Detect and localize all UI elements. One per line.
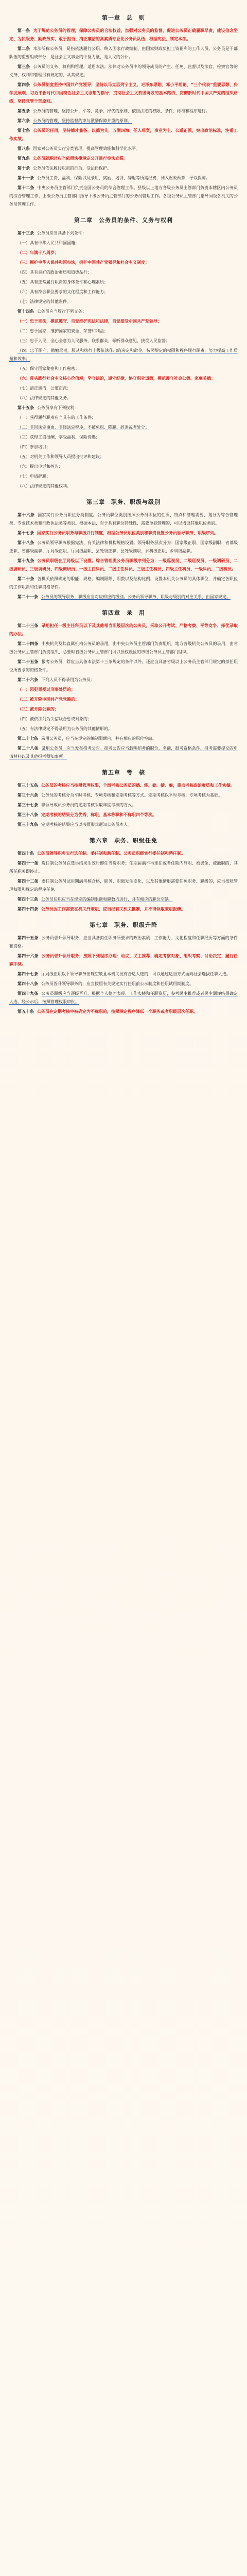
article xyxy=(9,539,238,555)
list-item: （八）法律规定的其他权利。 xyxy=(17,484,71,488)
article-number: 第二十一条 xyxy=(17,595,38,599)
article xyxy=(9,127,238,143)
law-text xyxy=(9,6,238,2576)
list-item: （五）具有正常履行职责的身体条件和心理素质； xyxy=(17,280,108,284)
chapter-title: 第四章 录 用 xyxy=(102,609,145,616)
article xyxy=(9,735,238,743)
article-text: 录用担任一级主任科员以下及其他相当职级层次的公务员，采取公开考试、严格考察、平等竞争、择优录取的办法。 xyxy=(9,623,238,636)
article-text: 公务员享有下列权利： xyxy=(37,405,78,410)
article-number: 第三十七条 xyxy=(17,803,38,807)
article-text: 公务员依法履行职责的行为，受法律保护。 xyxy=(33,166,111,171)
article xyxy=(9,801,238,809)
article xyxy=(9,791,238,800)
article xyxy=(9,934,238,951)
article-number: 第九条 xyxy=(17,156,30,161)
article xyxy=(9,970,238,978)
article-text: 录用公务员，应当在规定的编制限额内，并有相应的职位空缺。 xyxy=(41,736,156,741)
article-number: 第十六条 xyxy=(17,513,35,517)
article xyxy=(9,308,238,316)
article-text: 公务员的管理，坚持公开、平等、竞争、择优的原则，依照法定的权限、条件、标准和程序进行。 xyxy=(33,109,210,113)
article-text: 公务员领导职务根据宪法、有关法律和机构规格设置。领导职务层次分为：国家级正职、国家级副职、省部级正职、省部级副职、厅局级正职、厅局级副职、县处级正职、县处级副职、乡科级正职、乡科级副职。 xyxy=(9,540,238,553)
article xyxy=(9,744,238,761)
article-text: 公务员职级应当逐级晋升，根据个人德才表现、工作实绩和任职资历，参考民主推荐或者民主测评结果确定人选，经公示后，按照管理权限审批。 xyxy=(9,991,238,1004)
article xyxy=(9,27,238,43)
list-item: （二）被开除中国共产党党籍的； xyxy=(17,697,79,702)
article-number: 第四十一条 xyxy=(17,861,39,866)
article-number: 第四十三条 xyxy=(17,897,38,902)
article xyxy=(9,821,238,829)
article xyxy=(9,1008,238,1016)
article xyxy=(9,811,238,819)
article-text: 选任制公务员在选举结果生效时即任当选职务；任期届满不再连任或者任期内辞职、被罢免、被撤职的，其所任职务即终止。 xyxy=(9,861,238,874)
article xyxy=(9,622,238,638)
article-number: 第四十九条 xyxy=(17,991,39,996)
article-text: 委任制公务员试用期满考核合格，职务、职级发生变化，以及其他情形需要任免职务、职级的，应当按照管理权限和规定的程序任免。 xyxy=(9,879,238,892)
article-number: 第二十条 xyxy=(17,577,34,581)
article xyxy=(9,529,238,537)
article-number: 第二十六条 xyxy=(17,677,38,682)
article xyxy=(9,107,238,115)
article-number: 第二条 xyxy=(17,46,30,51)
article-text: 国家实行公务员职务与职级并行制度，根据公务员职位类别和职责设置公务员领导职务、职级序列。 xyxy=(37,531,218,535)
article-number: 第十九条 xyxy=(17,558,34,563)
article-number: 第二十四条 xyxy=(17,641,39,646)
list-item: （七）法律规定的其他条件。 xyxy=(17,299,71,304)
list-item: （二）年满十八周岁； xyxy=(17,250,59,255)
article-text: 公务员的考核分为平时考核、专项考核和定期考核等方式。定期考核以平时考核、专项考核为基础。 xyxy=(41,793,222,798)
article-number: 第七条 xyxy=(17,128,30,133)
article-number: 第十一条 xyxy=(17,176,34,180)
article-text: 录用公务员，应当发布招考公告。招考公告应当载明招考的职位、名额、报考资格条件、报考需要提交的申请材料以及其他报考须知事项。 xyxy=(9,746,238,759)
chapter-title: 第一章 总 则 xyxy=(102,14,145,21)
article xyxy=(9,877,238,894)
article xyxy=(9,640,238,656)
article-number: 第四十七条 xyxy=(17,972,38,976)
chapter-title: 第七章 职务、职级升降 xyxy=(90,922,157,928)
article-text: 中央机关及其直属机构公务员的录用，由中央公务员主管部门负责组织。地方各级机关公务员的录用，由省级公务员主管部门负责组织，必要时省级公务员主管部门可以授权设区的市级公务员主管部门组织。 xyxy=(9,641,238,654)
article-number: 第六条 xyxy=(17,118,30,123)
article xyxy=(9,658,238,674)
article-text: 中央公务员主管部门负责全国公务员的综合管理工作。县级以上地方各级公务员主管部门负责本辖区内公务员的综合管理工作。上级公务员主管部门指导下级公务员主管部门的公务员管理工作。各级公务员主管部门指导同级各机关的公务员管理工作。 xyxy=(9,185,238,207)
article xyxy=(9,45,238,61)
article-number: 第四十五条 xyxy=(17,936,39,940)
article-number: 第四十六条 xyxy=(17,954,39,958)
article-number: 第二十五条 xyxy=(17,659,39,664)
article-number: 第三十五条 xyxy=(17,783,38,788)
article xyxy=(9,676,238,684)
chapter-title: 第五章 考 核 xyxy=(102,769,145,776)
chapter-title: 第二章 公务员的条件、义务与权利 xyxy=(74,217,173,224)
article-text: 公务员职级在厅局级以下设置。综合管理类公务员职级序列分为：一级巡视员、二级巡视员、一级调研员、二级调研员、三级调研员、四级调研员、一级主任科员、二级主任科员、三级主任科员、四级主任科员、一级科员、二级科员。 xyxy=(9,558,238,571)
article xyxy=(9,404,238,412)
list-item: （五）对机关工作和领导人员提出批评和建议； xyxy=(17,454,104,459)
article-text: 公务员的考核应当按照管理权限，全面考核公务员的德、能、勤、绩、廉，重点考核政治素质和工作实绩。 xyxy=(41,783,235,788)
article-text: 公务员晋升领导职务的，应当按照有关规定实行任职前公示制度和任职试用期制度。 xyxy=(41,981,193,986)
article xyxy=(9,990,238,1006)
article xyxy=(9,155,238,163)
article-number: 第三十八条 xyxy=(17,812,38,817)
list-item: （一）具有中华人民共和国国籍； xyxy=(17,241,79,245)
article-number: 第一条 xyxy=(17,28,30,33)
article-text: 公务员的领导职务、职级应当对应相应的级别。公务员领导职务、职级与级别的对应关系，由国家规定。 xyxy=(41,595,231,599)
article-text: 公务员应当履行下列义务： xyxy=(37,309,86,314)
chapter-title: 第三章 职务、职级与级别 xyxy=(86,499,161,505)
list-item: （六）提出申诉和控告； xyxy=(17,464,63,469)
list-item: （三）忠于人民，全心全意为人民服务，联系群众，倾听群众意见，接受人民监督； xyxy=(17,338,170,343)
article-text: 为了规范公务员的管理，保障公务员的合法权益，加强对公务员的监督，促进公务员正确履职尽责，建设信念坚定、为民服务、勤政务实、敢于担当、清正廉洁的高素质专业化公务员队伍，根据宪法，制定本法。 xyxy=(9,28,238,41)
list-item: （六）具有符合职位要求的文化程度和工作能力； xyxy=(17,290,108,294)
article-number: 第五条 xyxy=(17,109,30,113)
article xyxy=(9,952,238,969)
article-text: 国家对公务员实行分类管理，提高管理效能和科学化水平。 xyxy=(33,146,140,151)
article xyxy=(9,164,238,173)
list-item: （四）忠于职守，勤勉尽责，服从和执行上级依法作出的决定和命令，按照规定的权限和程序履行职责，努力提高工作质量和效率； xyxy=(9,348,238,361)
article-number: 第三条 xyxy=(17,64,30,69)
article-number: 第四十二条 xyxy=(17,879,39,884)
article-number: 第五十条 xyxy=(17,1009,34,1014)
list-item: （三）被开除公职的； xyxy=(17,707,59,711)
list-item: （一）忠于宪法，模范遵守、自觉维护宪法和法律，自觉接受中国共产党领导； xyxy=(17,319,162,324)
article-number: 第十七条 xyxy=(17,531,34,535)
list-item: （七）申请辞职； xyxy=(17,474,50,479)
article xyxy=(9,859,238,876)
article-number: 第十四条 xyxy=(17,309,34,314)
article-text: 公务员领导职务实行选任制、委任制和聘任制。公务员职级实行委任制和聘任制。 xyxy=(37,851,185,856)
article xyxy=(9,184,238,209)
article-number: 第三十六条 xyxy=(17,793,38,798)
article-number: 第二十八条 xyxy=(17,746,39,751)
article-text: 公务员工资、福利、保险以及录用、奖励、培训、辞退等所需经费，列入财政预算，予以保障。 xyxy=(37,176,210,180)
list-item: （六）带头践行社会主义核心价值观，坚守法治，遵守纪律，恪守职业道德，模范遵守社会公德、家庭美德； xyxy=(17,376,215,381)
list-item: （三）获得工资报酬，享受福利、保险待遇； xyxy=(17,435,100,439)
article xyxy=(9,63,238,79)
list-item: （二）忠于国家，维护国家的安全、荣誉和利益； xyxy=(17,329,108,333)
article-number: 第十条 xyxy=(17,166,30,171)
article-number: 第二十三条 xyxy=(17,623,39,628)
article-number: 第十八条 xyxy=(17,540,34,545)
article-text: 定期考核的结果应当以书面形式通知公务员本人。 xyxy=(41,822,132,827)
article-text: 公务员制度坚持中国共产党领导，坚持以马克思列宁主义、毛泽东思想、邓小平理论、“三个代表”重要思想、科学发展观、习近平新时代中国特色社会主义思想为指导，贯彻社会主义初级阶段的基本路线，贯彻新时代中国共产党的组织路线，坚持党管干部原则。 xyxy=(9,82,238,104)
chapter-title: 第六章 职务、职级任免 xyxy=(90,837,157,844)
article-text: 报考公务员，除应当具备本法第十三条规定的条件以外，还应当具备省级以上公务员主管部门规定的拟任职位所要求的资格条件。 xyxy=(9,659,238,672)
article-text: 厅局级正职以下领导职务出现空缺且本机关没有合适人选的，可以通过适当方式面向社会选拔任职人选。 xyxy=(41,972,231,976)
article-text: 公务员晋升领导职务，按照下列程序办理：动议、民主推荐、确定考察对象、组织考察、讨论决定、履行任职手续。 xyxy=(9,954,238,967)
list-item: （四）被依法列为失信联合惩戒对象的； xyxy=(17,717,92,721)
article xyxy=(9,850,238,858)
article xyxy=(9,575,238,591)
article-text: 公务员因工作需要在机关外兼职，应当经有关机关批准，并不得领取兼职报酬。 xyxy=(41,907,185,911)
list-item: （四）具有良好的政治素质和道德品行； xyxy=(17,270,92,275)
list-item: （三）拥护中华人民共和国宪法，拥护中国共产党领导和社会主义制度； xyxy=(17,260,149,265)
list-item: （五）有法律规定不得录用为公务员的其他情形的。 xyxy=(17,726,112,731)
article xyxy=(9,81,238,106)
article xyxy=(9,229,238,238)
list-item: （八）法律规定的其他义务。 xyxy=(17,396,71,400)
article-number: 第十三条 xyxy=(17,231,34,235)
list-item: （五）保守国家秘密和工作秘密； xyxy=(17,366,79,371)
article-number: 第四条 xyxy=(17,82,30,87)
list-item: （七）清正廉洁，公道正派； xyxy=(17,386,71,391)
article-text: 本法所称公务员，是指依法履行公职、纳入国家行政编制、由国家财政负担工资福利的工作人员。公务员是干部队伍的重要组成部分，是社会主义事业的中坚力量，是人民的公仆。 xyxy=(9,46,238,59)
article xyxy=(9,117,238,125)
article-text: 公务员的管理，坚持监督约束与激励保障并重的原则。 xyxy=(33,118,132,123)
list-item: （二）非因法定事由、非经法定程序，不被免职、降职、辞退或者处分； xyxy=(17,425,149,430)
article xyxy=(9,905,238,913)
article-text: 定期考核的结果分为优秀、称职、基本称职和不称职四个等次。 xyxy=(41,812,156,817)
article-text: 公务员任职应当在规定的编制限额和职数内进行，并有相应的职位空缺。 xyxy=(41,897,173,902)
article xyxy=(9,174,238,182)
article-number: 第四十条 xyxy=(17,851,34,856)
article xyxy=(9,511,238,528)
article xyxy=(9,895,238,904)
article xyxy=(9,145,238,153)
article-number: 第三十九条 xyxy=(17,822,38,827)
article-text: 公务员就职时应当依照法律规定公开进行宪法宣誓。 xyxy=(33,156,128,161)
article-text: 公务员应当具备下列条件： xyxy=(37,231,86,235)
list-item: （一）因犯罪受过刑事处罚的； xyxy=(17,687,75,692)
article xyxy=(9,557,238,573)
article-text: 非领导成员公务员的定期考核采取年度考核的方式。 xyxy=(41,803,136,807)
article-text: 国家实行公务员职位分类制度。公务员职位类别按照公务员职位的性质、特点和管理需要，划分为综合管理类、专业技术类和行政执法类等类别。根据本法，对于具有职位特殊性，需要单独管理的，可以增设其他职位类别。 xyxy=(9,513,238,526)
list-item: （一）获得履行职责应当具有的工作条件； xyxy=(17,415,96,420)
article-text: 公务员在定期考核中被确定为不称职的，按照规定程序降低一个职务或者职级层次任职。 xyxy=(37,1009,198,1014)
article-number: 第十五条 xyxy=(17,405,34,410)
article-number: 第四十八条 xyxy=(17,981,38,986)
article-text: 各机关依照确定的职能、规格、编制限额、职数以及结构比例，设置本机关公务员的具体职位，并确定各职位的工作职责和任职资格条件。 xyxy=(9,577,238,589)
list-item: （四）参加培训； xyxy=(17,445,50,449)
article-number: 第十二条 xyxy=(17,185,34,190)
article-number: 第四十四条 xyxy=(17,907,38,911)
article-text: 公务员的义务、权利和管理，适用本法。法律对公务员中的领导成员的产生、任免、监督以及法官、检察官等的义务、权利和管理另有规定的，从其规定。 xyxy=(9,64,238,77)
article xyxy=(9,782,238,790)
article-number: 第二十七条 xyxy=(17,736,38,741)
article-text: 公务员的任用，坚持德才兼备、以德为先，五湖四海、任人唯贤，事业为上、公道正派，突出政治标准，注重工作实绩。 xyxy=(9,128,238,141)
article xyxy=(9,593,238,601)
article-number: 第八条 xyxy=(17,146,30,151)
article-text: 下列人员不得录用为公务员： xyxy=(41,677,95,682)
article xyxy=(9,980,238,988)
article-text: 公务员晋升领导职务，应当具备拟任职务所要求的政治素质、工作能力、文化程度和任职经历等方面的条件和资格。 xyxy=(9,936,238,948)
